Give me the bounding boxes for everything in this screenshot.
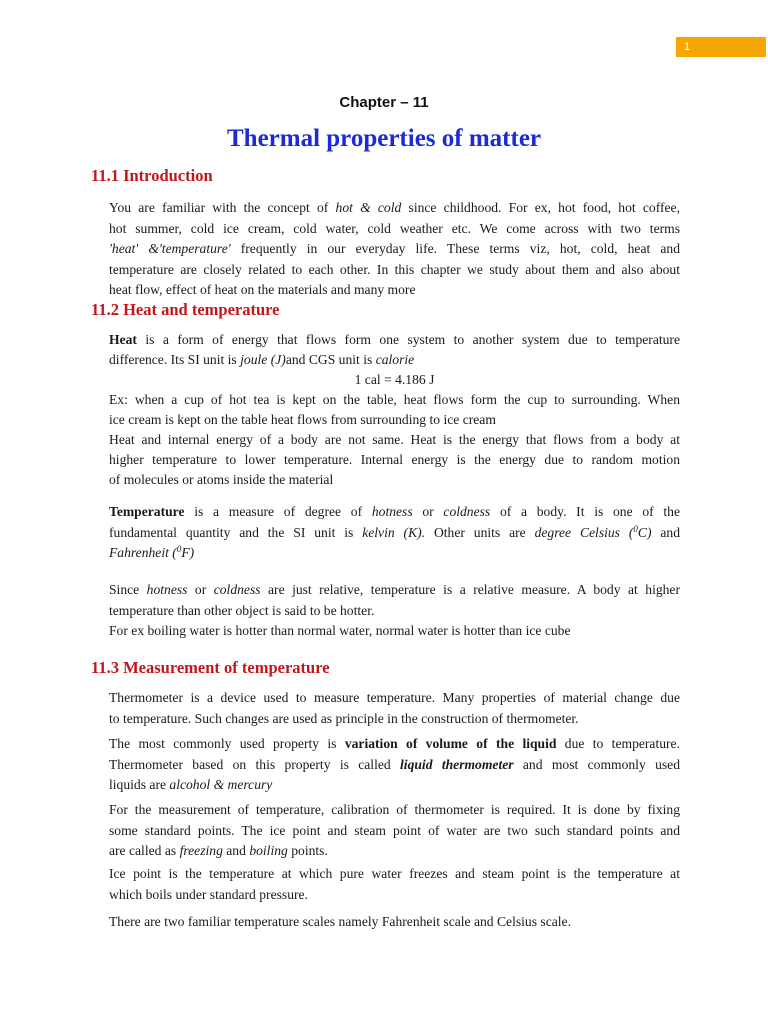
temperature-definition-paragraph <box>109 502 680 564</box>
relative-line-2: temperature than other object is said to be hotter. <box>109 602 375 618</box>
liquid-line-3: liquids are alcohol & mercury <box>109 777 273 792</box>
heat-line-2: difference. Its SI unit is joule (J)and CGS unit is calorie <box>109 352 415 367</box>
page-number-badge <box>676 37 766 57</box>
thermometer-line-2: to temperature. Such changes are used as principle in the construction of thermometer. <box>109 710 579 726</box>
relative-measure-paragraph <box>109 580 680 642</box>
liquid-thermometer-paragraph <box>109 734 680 796</box>
page-number: 1 <box>684 41 691 53</box>
intro-line-4: temperature are closely related to each other. In this chapter we study about them and also about <box>109 261 680 277</box>
internal-energy-line-3: of molecules or atoms inside the material <box>109 472 334 487</box>
temperature-line-3: Fahrenheit ($^0$F) <box>109 544 195 560</box>
scales-line-1: There are two familiar temperature scales namely Fahrenheit scale and Celsius scale. <box>109 914 571 929</box>
chapter-title: Thermal properties of matter <box>226 125 542 152</box>
intro-line-5: heat flow, effect of heat on the materials and many more <box>109 282 416 297</box>
relative-line-1: Since hotness or coldness are just relative, temperature is a relative measure. A body at higher <box>109 582 680 597</box>
calibration-line-3: are called as freezing and boiling points. <box>109 843 328 858</box>
fixed-points-line-2: which boils under standard pressure. <box>109 886 308 902</box>
calibration-line-1: For the measurement of temperature, calibration of thermometer is required. It is done by fixing <box>109 802 680 817</box>
internal-energy-line-2: higher temperature to lower temperature. Internal energy is the energy due to random motion <box>109 452 680 467</box>
calorie-equation: 1 cal = 4.186 J <box>354 372 435 387</box>
calibration-line-2: some standard points. The ice point and steam point of water are two such standard points and <box>109 822 680 838</box>
intro-line-1: You are familiar with the concept of hot & cold since childhood. For ex, hot food, hot coffee, <box>109 200 680 215</box>
heat-line-1: Heat is a form of energy that flows form one system to another system due to temperature <box>109 332 680 347</box>
liquid-line-2: Thermometer based on this property is called liquid thermometer and most commonly used <box>109 756 681 772</box>
fixed-points-line-1: Ice point is the temperature at which pure water freezes and steam point is the temperature at <box>109 866 680 881</box>
heat-definition-paragraph <box>109 330 680 490</box>
chapter-label: Chapter – 11 <box>339 94 429 111</box>
liquid-line-1: The most commonly used property is variation of volume of the liquid due to temperature. <box>109 736 680 751</box>
temperature-line-2: fundamental quantity and the SI unit is kelvin (K). Other units are degree Celsius ($^0$C) and <box>109 523 680 540</box>
intro-line-3: 'heat' &'temperature' frequently in our everyday life. These terms viz, hot, cold, heat and <box>109 241 680 256</box>
fixed-points-paragraph <box>109 864 680 905</box>
section-heading-introduction: 11.1 Introduction <box>91 166 213 185</box>
internal-energy-line-1: Heat and internal energy of a body are not same. Heat is the energy that flows from a body at <box>109 432 680 447</box>
thermometer-line-1: Thermometer is a device used to measure temperature. Many properties of material change due <box>109 690 680 705</box>
relative-line-3: For ex boiling water is hotter than normal water, normal water is hotter than ice cube <box>109 623 571 638</box>
section-heading-heat-temperature: 11.2 Heat and temperature <box>91 300 280 319</box>
thermometer-paragraph <box>109 688 680 729</box>
intro-line-2: hot summer, cold ice cream, cold water, cold weather etc. We come across with two terms <box>109 220 680 236</box>
intro-paragraph <box>109 198 680 301</box>
section-heading-measurement: 11.3 Measurement of temperature <box>91 658 330 677</box>
calibration-paragraph <box>109 800 680 862</box>
heat-example-line-1: Ex: when a cup of hot tea is kept on the table, heat flows form the cup to surrounding. When <box>109 392 680 407</box>
heat-example-line-2: ice cream is kept on the table heat flows from surrounding to ice cream <box>109 412 496 427</box>
temperature-line-1: Temperature is a measure of degree of hotness or coldness of a body. It is one of the <box>109 504 681 519</box>
temperature-scales-paragraph <box>109 912 680 933</box>
